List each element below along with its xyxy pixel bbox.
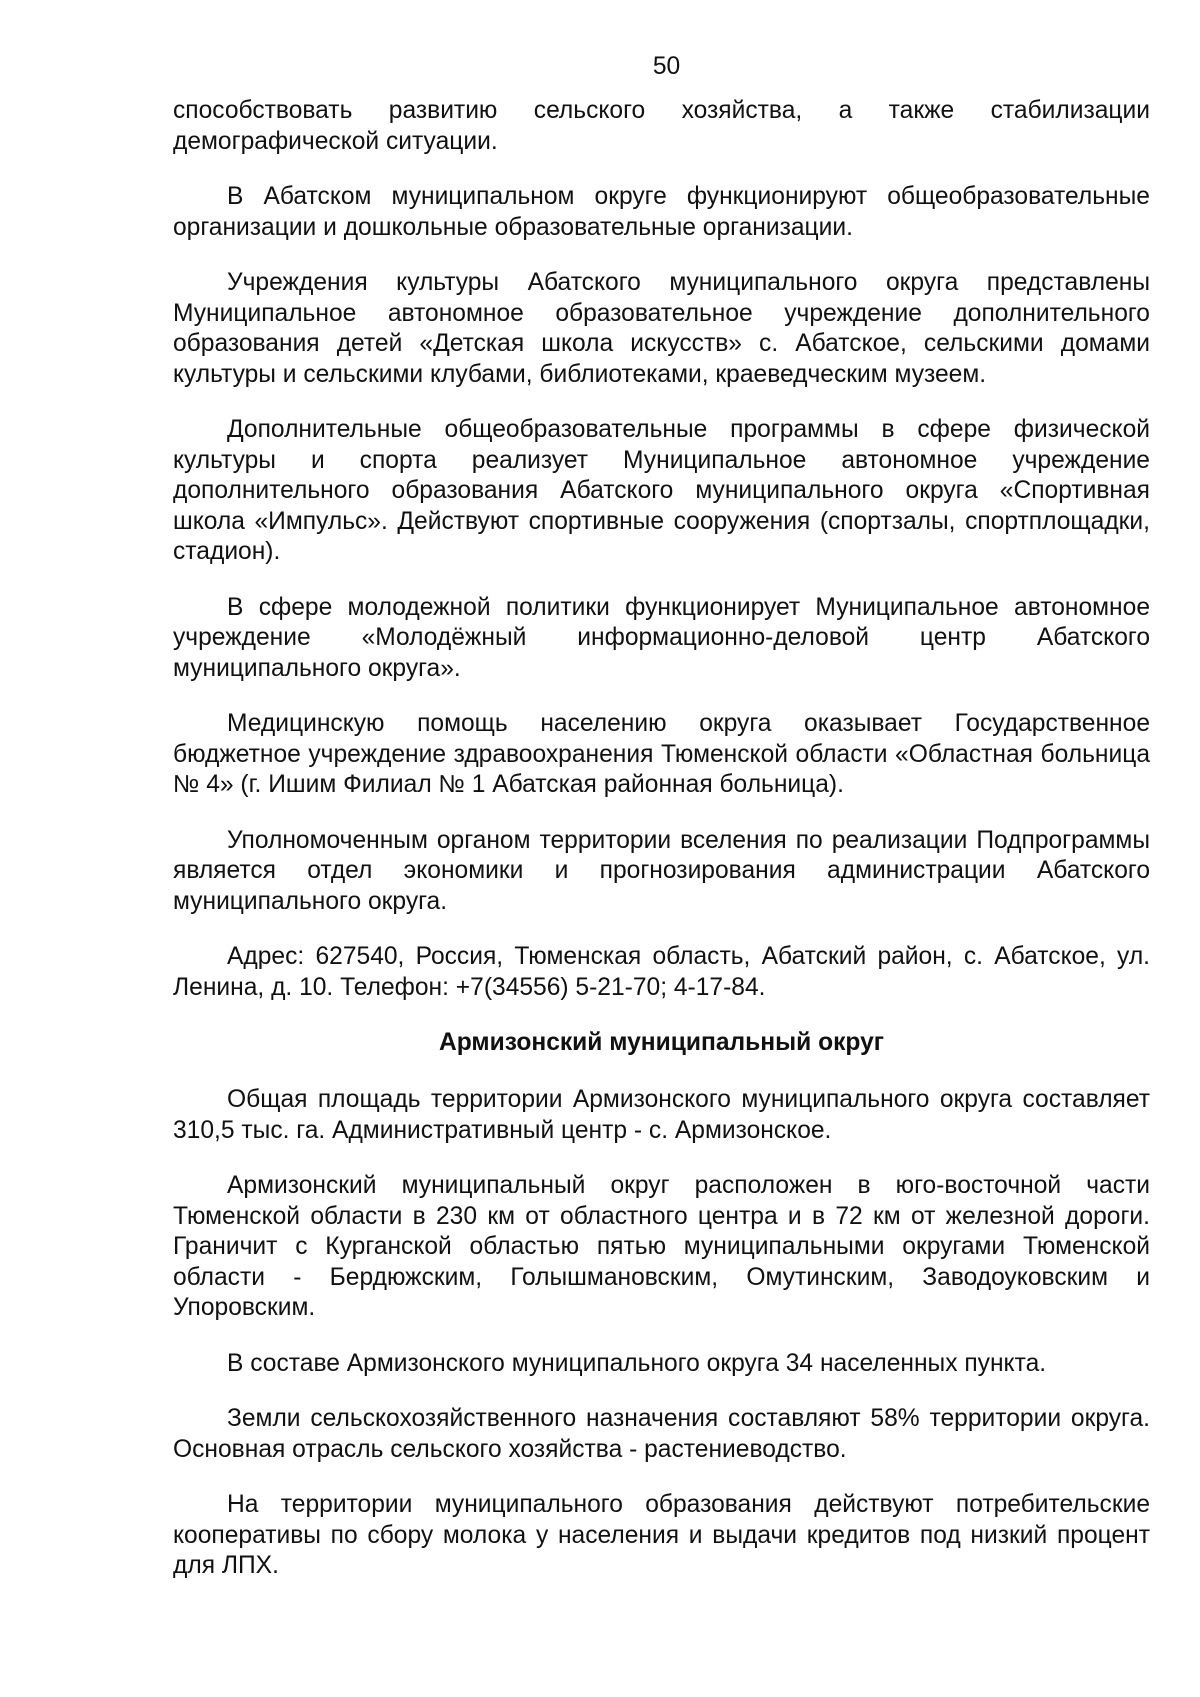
paragraph-medical: Медицинскую помощь населению округа оказывает Государственное бюджетное учреждение здравоохранения Тюменской области «Областная больница № 4» (г. Ишим Филиал № 1 Абатская районная больница). (173, 710, 1150, 798)
paragraph-address: Адрес: 627540, Россия, Тюменская область, Абатский район, с. Абатское, ул. Ленина, д. 10. Телефон: +7(34556) 5-21-70; 4-17-84. (173, 943, 1150, 1001)
paragraph-authorized-body: Уполномоченным органом территории вселения по реализации Подпрограммы является отдел экономики и прогнозирования администрации Абатского муниципального округа. (173, 826, 1150, 915)
paragraph-settlements: В составе Армизонского муниципального округа 34 населенных пункта. (227, 1349, 1047, 1377)
paragraph-location: Армизонский муниципальный округ расположен в юго-восточной части Тюменской области в 230 км от областного центра и в 72 км от железной дороги. Граничит с Курганской областью пятью муниципальными округами Тюменской области - Бердюжским, Голышмановским, Омутинским, Заводоуковским и Упоровским. (173, 1172, 1150, 1321)
document-page (173, 52, 1150, 1607)
paragraph-youth-policy: В сфере молодежной политики функционирует Муниципальное автономное учреждение «Молодёжный информационно-деловой центр Абатского муниципального округа». (173, 593, 1150, 682)
page-number: 50 (652, 53, 681, 80)
paragraph-sport: Дополнительные общеобразовательные программы в сфере физической культуры и спорта реализует Муниципальное автономное учреждение дополнительного образования Абатского муниципального округа «Спортивная школа «Импульс». Действуют спортивные сооружения (спортзалы, спортплощадки, стадион). (173, 416, 1150, 565)
paragraph-culture: Учреждения культуры Абатского муниципального округа представлены Муниципальное автономное образовательное учреждение дополнительного образования детей «Детская школа искусств» с. Абатское, сельскими домами культуры и сельскими клубами, библиотеками, краеведческим музеем. (173, 269, 1150, 388)
paragraph-continuation: способствовать развитию сельского хозяйства, а также стабилизации демографической ситуации. (173, 97, 1150, 155)
paragraph-education: В Абатском муниципальном округе функционируют общеобразовательные организации и дошкольные образовательные организации. (173, 183, 1150, 241)
paragraph-agriculture: Земли сельскохозяйственного назначения составляют 58% территории округа. Основная отрасль сельского хозяйства - растениеводство. (173, 1405, 1150, 1463)
section-heading: Армизонский муниципальный округ (438, 1029, 885, 1056)
paragraph-cooperatives: На территории муниципального образования действуют потребительские кооперативы по сбору молока у населения и выдачи кредитов под низкий процент для ЛПХ. (173, 1491, 1150, 1579)
paragraph-area: Общая площадь территории Армизонского муниципального округа составляет 310,5 тыс. га. Административный центр - с. Армизонское. (173, 1086, 1150, 1144)
